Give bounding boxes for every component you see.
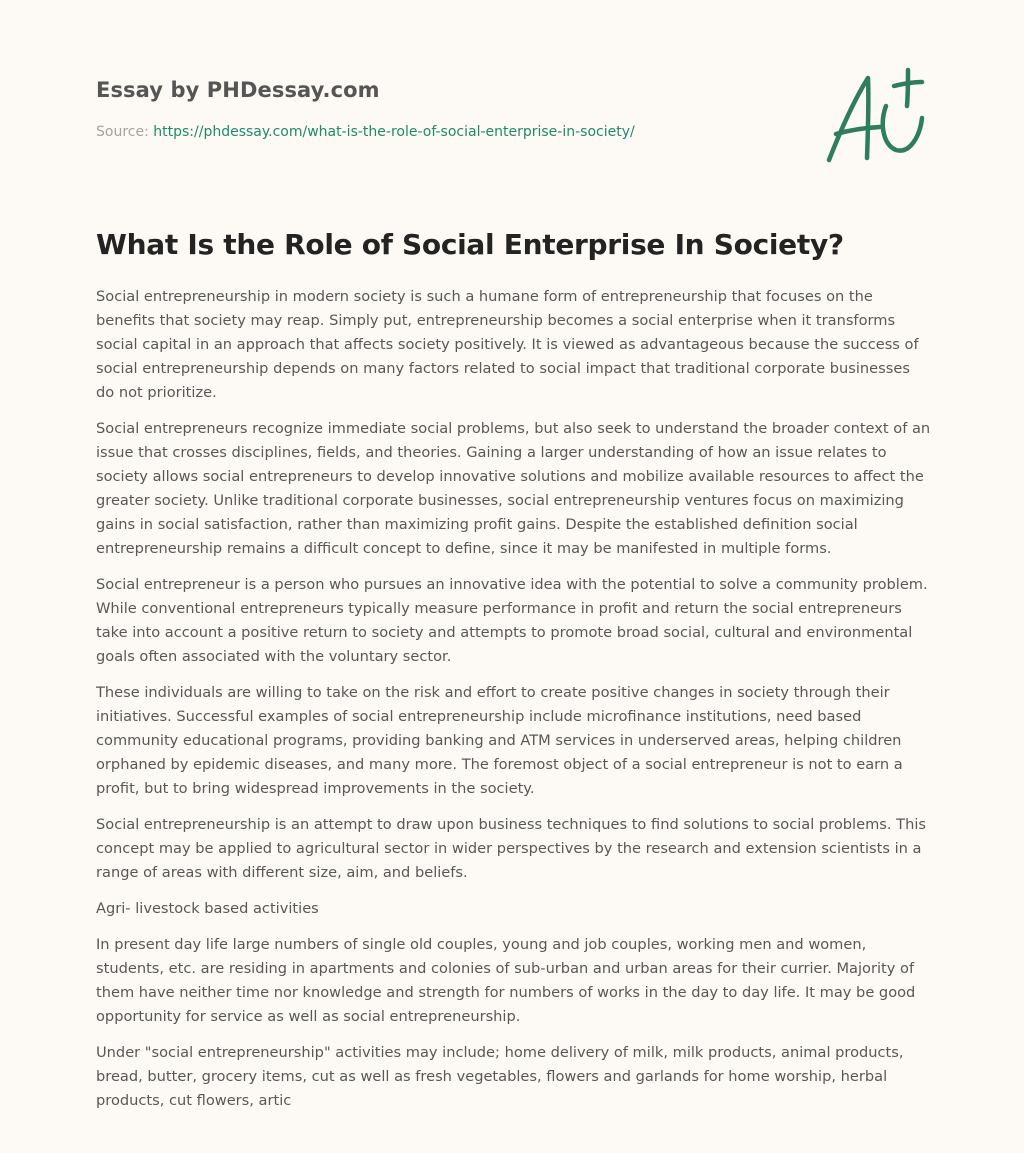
- source-line: [96, 124, 635, 140]
- paragraph: Social entrepreneurs recognize immediate social problems, but also seek to understand the broader context of an issue that crosses disciplines, fields, and theories. Gaining a larger understanding of how an issue relates to society allows social entrepreneurs to develop innovative solutions and mobilize available resources to affect the greater society. Unlike traditional corporate businesses, social entrepreneurship ventures focus on maximizing gains in social satisfaction, rather than maximizing profit gains. Despite the established definition social entrepreneurship remains a difficult concept to define, since it may be manifested in multiple forms.: [96, 420, 931, 557]
- site-title: Essay by PHDessay.com: [96, 78, 380, 102]
- paragraph: Social entrepreneurship is an attempt to draw upon business techniques to find solutions to social problems. This concept may be applied to agricultural sector in wider perspectives by the research and extension scientists in a range of areas with different size, aim, and beliefs.: [96, 816, 927, 881]
- paragraph: Social entrepreneur is a person who pursues an innovative idea with the potential to solve a community problem. While conventional entrepreneurs typically measure performance in profit and return the social entrepreneurs take into account a positive return to society and attempts to promote broad social, cultural and environmental goals often associated with the voluntary sector.: [96, 576, 928, 665]
- source-label: Source:: [96, 124, 154, 140]
- paragraph: In present day life large numbers of single old couples, young and job couples, working men and women, students, etc. are residing in apartments and colonies of sub-urban and urban areas for their currier. Majority of them have neither time nor knowledge and strength for numbers of works in the day to day life. It may be good opportunity for service as well as social entrepreneurship.: [96, 936, 916, 1025]
- source-link[interactable]: https://phdessay.com/what-is-the-role-of-social-enterprise-in-society/: [153, 124, 635, 140]
- a-plus-logo-icon: [824, 64, 930, 166]
- paragraph: These individuals are willing to take on the risk and effort to create positive changes in society through their initiatives. Successful examples of social entrepreneurship include microfinance institutions, need based community educational programs, providing banking and ATM services in underserved areas, helping children orphaned by epidemic diseases, and many more. The foremost object of a social entrepreneur is not to earn a profit, but to bring widespread improvements in the society.: [96, 684, 903, 797]
- essay-body: [96, 285, 932, 1125]
- paragraph: Under "social entrepreneurship" activities may include; home delivery of milk, milk products, animal products, bread, butter, grocery items, cut as well as fresh vegetables, flowers and garlands for home worship, herbal products, cut flowers, artic: [96, 1044, 904, 1109]
- paragraph: Social entrepreneurship in modern society is such a humane form of entrepreneurship that focuses on the benefits that society may reap. Simply put, entrepreneurship becomes a social enterprise when it transforms social capital in an approach that affects society positively. It is viewed as advantageous because the success of social entrepreneurship depends on many factors related to social impact that traditional corporate businesses do not prioritize.: [96, 288, 919, 401]
- essay-title: What Is the Role of Social Enterprise In Society?: [96, 228, 844, 261]
- section-subheading: Agri- livestock based activities: [96, 900, 319, 917]
